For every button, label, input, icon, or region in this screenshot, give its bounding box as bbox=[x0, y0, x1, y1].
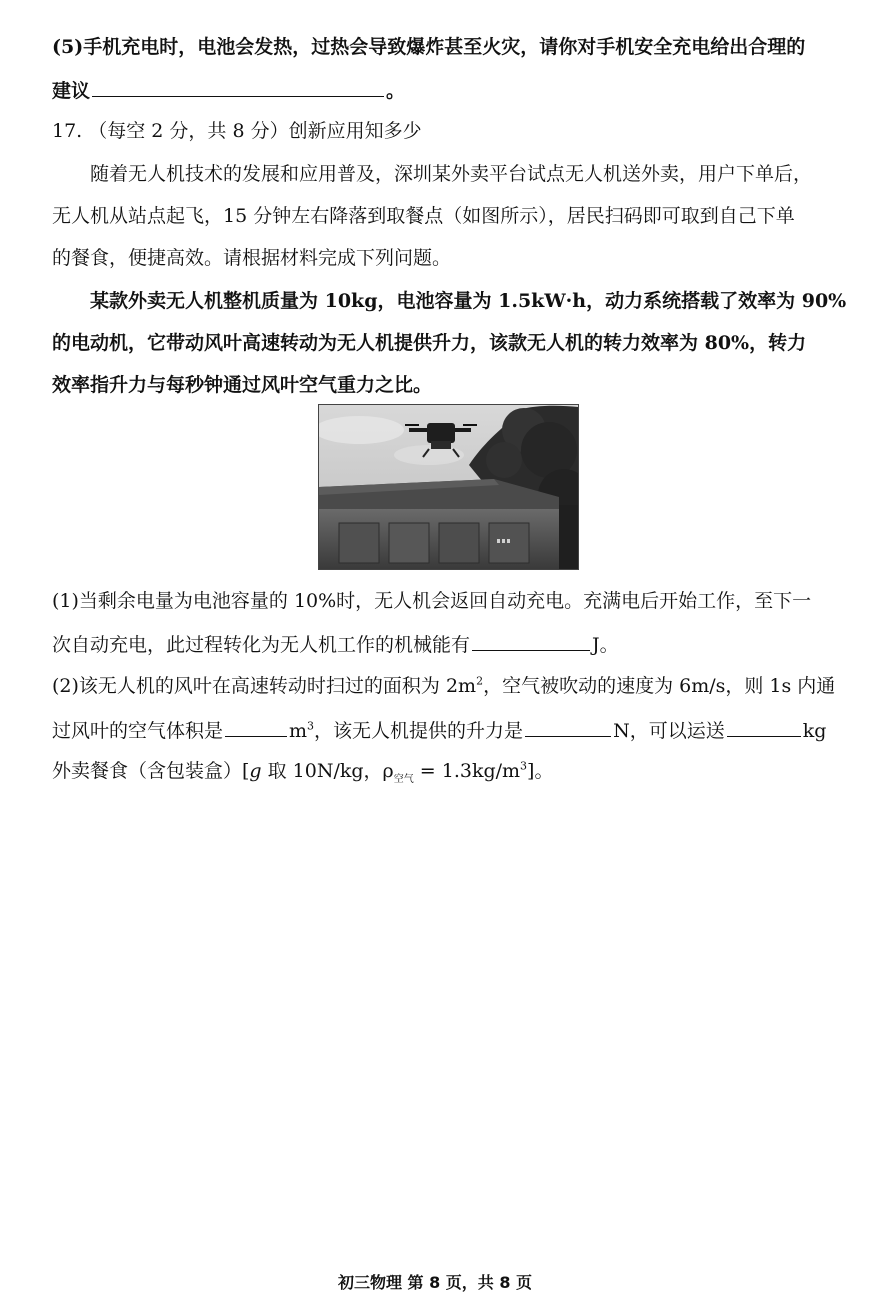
q17-heading: 17. （每空 2 分，共 8 分）创新应用知多少 bbox=[52, 120, 422, 142]
answer-blank-payload[interactable] bbox=[727, 716, 801, 737]
q17-sub2-line2-b: ，该无人机提供的升力是 bbox=[314, 720, 524, 742]
q17-para2-line2-tail: 转力 bbox=[768, 332, 807, 354]
q17-sub2-line1 bbox=[52, 673, 846, 699]
q17-sub2-unit2: N，可以运送 bbox=[613, 720, 725, 742]
answer-blank-air-volume[interactable] bbox=[225, 716, 287, 737]
q17-sub2-unit3: kg bbox=[802, 720, 827, 742]
q17-sub2-line3-a: 外卖餐食（含包装盒）[ bbox=[52, 760, 250, 782]
q17-sub2-sup1: 3 bbox=[307, 719, 315, 733]
q17-sub2-unit1: m bbox=[289, 720, 308, 742]
q17-para2-line3: 效率指升力与每秒钟通过风叶空气重力之比。 bbox=[52, 374, 433, 396]
answer-blank-mechanical-energy[interactable] bbox=[472, 630, 590, 651]
q17-para2-line2 bbox=[52, 330, 846, 356]
q17-sub2-line1-a: (2)该无人机的风叶在高速转动时扫过的面积为 2m bbox=[52, 675, 477, 697]
q17-sub2-line3-c: = 1.3kg/m bbox=[413, 760, 521, 782]
q16-part5-suffix: 。 bbox=[386, 80, 406, 102]
q17-sub2-line2 bbox=[52, 716, 846, 744]
q17-sub1-suffix: J。 bbox=[592, 634, 619, 656]
answer-blank-lift-force[interactable] bbox=[525, 716, 611, 737]
q17-para1-line2: 无人机从站点起飞，15 分钟左右降落到取餐点（如图所示），居民扫码即可取到自己下单 bbox=[52, 205, 795, 227]
q16-part5-prefix: 建议 bbox=[52, 80, 91, 102]
drone-photo bbox=[318, 404, 579, 570]
q17-sub2-line1-sup: 2 bbox=[476, 674, 484, 688]
q16-part5-line1: (5)手机充电时，电池会发热，过热会导致爆炸甚至火灾，请你对手机安全充电给出合理的 bbox=[52, 36, 806, 58]
q17-sub2-line3-sup: 3 bbox=[520, 759, 528, 773]
page-footer: 初三物理 第 8 页，共 8 页 bbox=[337, 1273, 533, 1292]
drone-photo-svg bbox=[319, 405, 578, 569]
q17-sub1-line1: (1)当剩余电量为电池容量的 10%时，无人机会返回自动充电。充满电后开始工作，至下一 bbox=[52, 590, 812, 612]
q17-sub1-line2 bbox=[52, 630, 846, 658]
q17-sub2-line1-b: ，空气被吹动的速度为 6m/s，则 1s 内通 bbox=[483, 675, 836, 697]
q17-para2-line1: 某款外卖无人机整机质量为 10kg，电池容量为 1.5kW·h，动力系统搭载了效率为 90% bbox=[90, 290, 847, 312]
q17-sub2-line3-b: 取 10N/kg，ρ bbox=[261, 760, 394, 782]
q17-sub2-g: g bbox=[249, 760, 262, 782]
q17-para2-line2-text: 的电动机，它带动风叶高速转动为无人机提供升力，该款无人机的转力效率为 80%， bbox=[52, 332, 769, 354]
q17-sub2-line2-a: 过风叶的空气体积是 bbox=[52, 720, 224, 742]
answer-blank-suggestion[interactable] bbox=[92, 76, 384, 97]
q17-sub1-prefix: 次自动充电，此过程转化为无人机工作的机械能有 bbox=[52, 634, 471, 656]
q17-sub2-line3 bbox=[52, 758, 846, 793]
q17-sub2-line3-d: ]。 bbox=[527, 760, 554, 782]
q17-sub2-rho-sub: 空气 bbox=[393, 773, 414, 785]
q16-part5-line2 bbox=[52, 76, 846, 104]
q17-para1-line1: 随着无人机技术的发展和应用普及，深圳某外卖平台试点无人机送外卖，用户下单后， bbox=[90, 163, 813, 185]
q17-para1-line3: 的餐食，便捷高效。请根据材料完成下列问题。 bbox=[52, 247, 452, 269]
